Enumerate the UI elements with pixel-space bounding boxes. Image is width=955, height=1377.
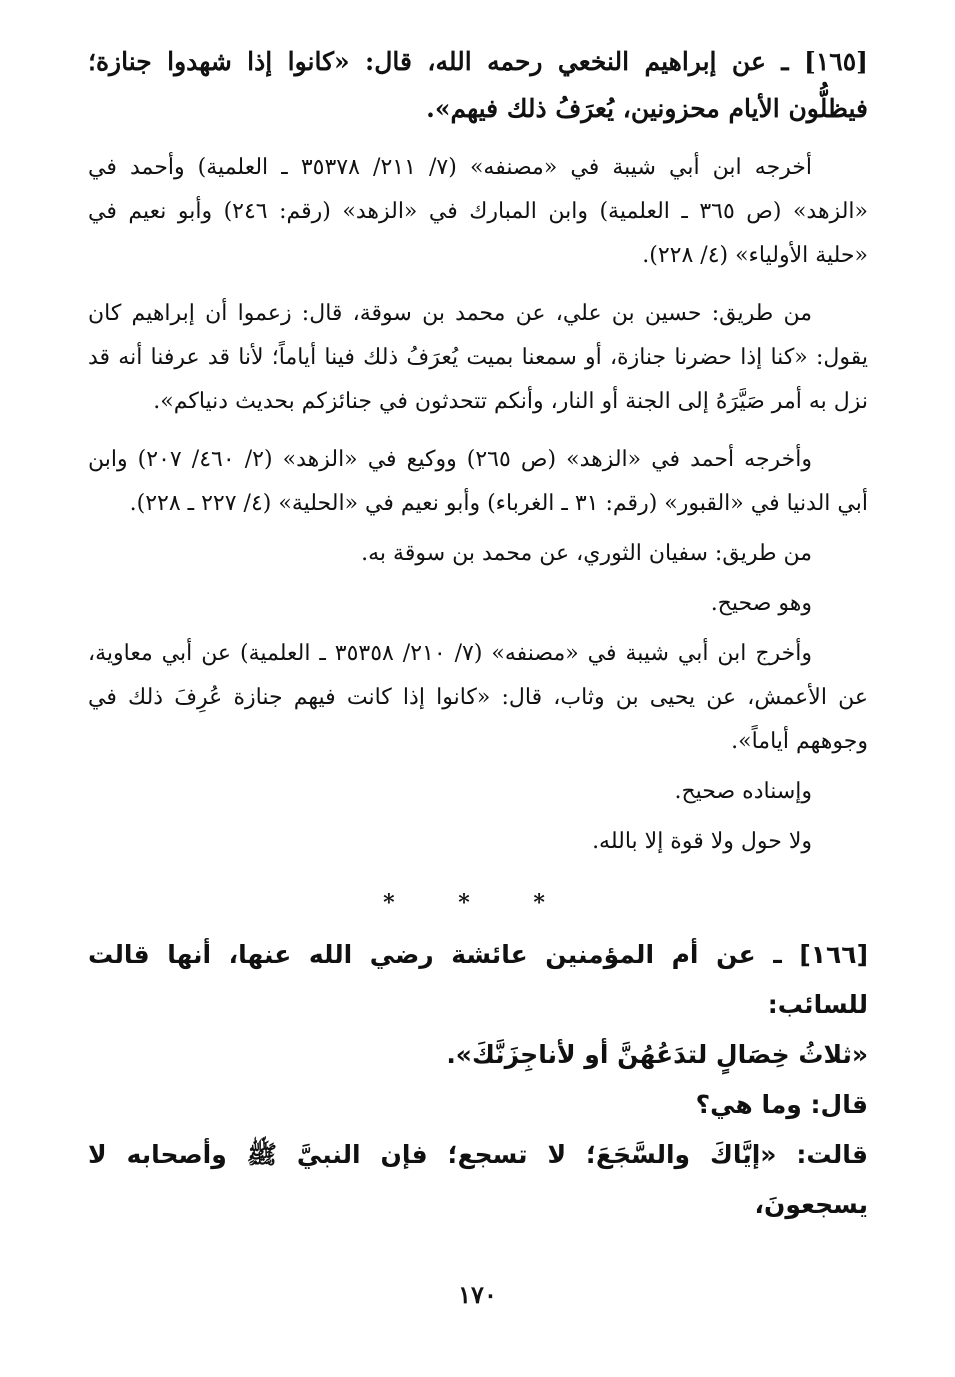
- section-separator: * * *: [383, 890, 573, 916]
- hadith-166: [88, 930, 868, 1230]
- grading-statement-2: وإسناده صحيح.: [674, 779, 812, 804]
- hadith-166-line: قالت: «إيَّاكَ والسَّجَعَ؛ لا تسجع؛ فإن النبيَّ ﷺ وأصحابه لا يسجعونَ،: [88, 1140, 868, 1219]
- page-number: ١٧٠: [458, 1280, 497, 1309]
- page-content: [88, 38, 868, 1230]
- hadith-165: [١٦٥] ـ عن إبراهيم النخعي رحمه الله، قال: «كانوا إذا شهدوا جنازة؛ فيظلُّون الأيام محزونين، يُعرَفُ ذلك فيهم».: [88, 47, 868, 123]
- hadith-166-line: «ثلاثُ خِصَالٍ لتدَعُهُنَّ أو لأناجِزَنَّكَ».: [446, 1040, 868, 1069]
- chain-paragraph-1: من طريق: حسين بن علي، عن محمد بن سوقة، قال: زعموا أن إبراهيم كان يقول: «كنا إذا حضرنا جنازة، أو سمعنا بميت يُعرَفُ ذلك فينا أياماً؛ لأنا قد عرفنا أنه قد نزل به أمر صَيَّرَهُ إلى الجنة أو النار، وأنكم تتحدثون في جنائزكم بحديث دنياكم».: [88, 301, 868, 414]
- hadith-166-line: [١٦٦] ـ عن أم المؤمنين عائشة رضي الله عنها، أنها قالت للسائب:: [88, 940, 868, 1019]
- chain-paragraph-2: من طريق: سفيان الثوري، عن محمد بن سوقة به.: [361, 541, 812, 566]
- hadith-166-line: قال: وما هي؟: [695, 1090, 868, 1119]
- closing-statement: ولا حول ولا قوة إلا بالله.: [592, 829, 812, 854]
- grading-statement-1: وهو صحيح.: [710, 591, 812, 616]
- takhrij-paragraph-1: أخرجه ابن أبي شيبة في «مصنفه» (٧/ ٢١١/ ٣٥٣٧٨ ـ العلمية) وأحمد في «الزهد» (ص ٣٦٥ ـ العلمية) وابن المبارك في «الزهد» (رقم: ٢٤٦) وأبو نعيم في «حلية الأولياء» (٤/ ٢٢٨).: [88, 155, 868, 268]
- takhrij-paragraph-2: وأخرجه أحمد في «الزهد» (ص ٢٦٥) ووكيع في «الزهد» (٢/ ٤٦٠/ ٢٠٧) وابن أبي الدنيا في «القبور» (رقم: ٣١ ـ الغرباء) وأبو نعيم في «الحلية» (٤/ ٢٢٧ ـ ٢٢٨).: [88, 447, 868, 516]
- takhrij-paragraph-3: وأخرج ابن أبي شيبة في «مصنفه» (٧/ ٢١٠/ ٣٥٣٥٨ ـ العلمية) عن أبي معاوية، عن الأعمش، عن يحيى بن وثاب، قال: «كانوا إذا كانت فيهم جنازة عُرِفَ ذلك في وجوههم أياماً».: [88, 641, 868, 754]
